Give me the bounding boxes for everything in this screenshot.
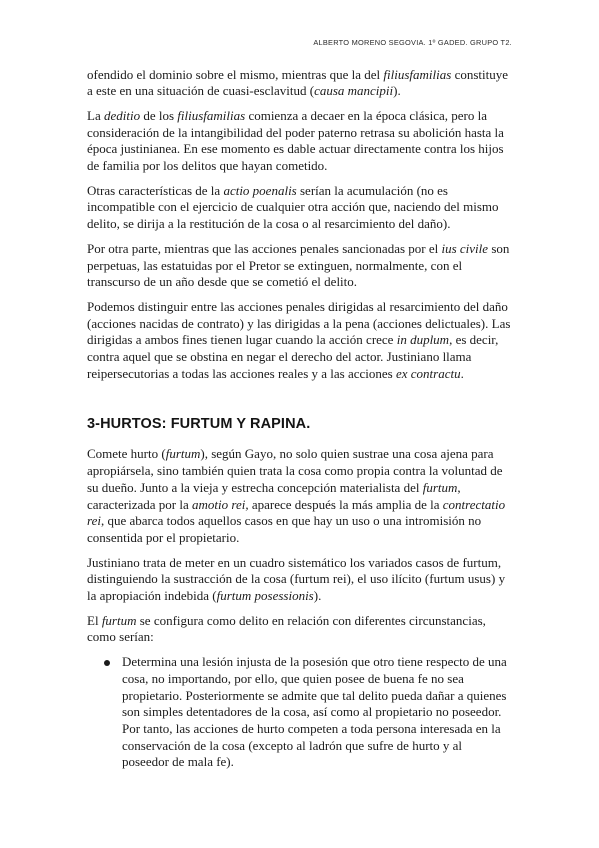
- body-paragraph: [87, 183, 514, 233]
- text-run: El: [87, 612, 102, 628]
- text-run: .: [460, 365, 464, 381]
- text-run: ofendido el dominio sobre el mismo, mientras que la del: [87, 66, 384, 82]
- section-heading: 3-HURTOS: FURTUM Y RAPINA.: [87, 416, 311, 433]
- italic-term: causa mancipii: [314, 83, 394, 99]
- body-paragraph: [87, 67, 514, 100]
- italic-term: furtum posessionis: [216, 588, 314, 604]
- text-run: , es decir, contra aquel que se obstina en negar el derecho del actor. Justiniano llama reipersecutorias a todas las acciones reales y a las acciones: [87, 332, 499, 381]
- italic-term: amotio rei,: [192, 496, 249, 512]
- text-run: , caracterizada por la: [87, 479, 461, 512]
- italic-term: ex contractu: [395, 365, 461, 381]
- text-run: La: [87, 107, 104, 123]
- bullet-icon: [104, 660, 110, 666]
- text-run: ).: [393, 83, 401, 99]
- body-paragraph: [87, 241, 514, 291]
- italic-term: furtum: [165, 446, 201, 462]
- text-run: Podemos distinguir entre las acciones penales dirigidas al resarcimiento del daño (acciones nacidas de contrato) y las dirigidas a la pena (acciones delictuales). Las dirigidas a ambos fines tienen lugar cuando la acción crece: [87, 298, 511, 348]
- italic-term: filiusfamilias: [177, 107, 246, 123]
- italic-term: deditio: [103, 107, 141, 123]
- text-run: , que abarca todos aquellos casos en que hay un uso o una intromisión no consentida por el propietario.: [87, 513, 482, 545]
- text-run: Comete hurto (: [87, 446, 166, 462]
- body-paragraph: [87, 108, 514, 175]
- document-body: [87, 67, 514, 772]
- italic-term: in duplum: [396, 332, 450, 348]
- bullet-list: [87, 654, 514, 771]
- italic-term: furtum: [422, 479, 458, 495]
- italic-term: actio poenalis: [223, 182, 297, 198]
- text-run: aparece después la más amplia de la: [248, 496, 443, 512]
- text-run: se configura como delito en relación con diferentes circunstancias, como serían:: [87, 612, 486, 645]
- text-run: constituye a este en una situación de cuasi-esclavitud (: [87, 66, 509, 99]
- text-run: Por otra parte, mientras que las acciones penales sancionadas por el: [87, 240, 442, 256]
- text-run: Justiniano trata de meter en un cuadro sistemático los variados casos de furtum, distinguiendo la sustracción de la cosa (furtum rei), el uso ilícito (furtum usus) y la apropiación indebida (: [87, 554, 506, 604]
- italic-term: filiusfamilias: [383, 66, 452, 82]
- body-paragraph: [87, 299, 514, 383]
- body-paragraph: [87, 555, 514, 605]
- body-paragraph: [87, 446, 514, 546]
- italic-term: furtum: [101, 612, 137, 628]
- text-run: ), según Gayo, no solo quien sustrae una cosa ajena para apropiársela, sino también quien trata la cosa como propia contra la voluntad de su dueño. Junto a la vieja y estrecha concepción materialista del: [87, 446, 503, 495]
- text-run: ).: [313, 588, 322, 604]
- text-run: de los: [140, 107, 178, 123]
- body-paragraph: [87, 613, 514, 646]
- text-run: comienza a decaer en la época clásica, pero la consideración de la intangibilidad del poder paterno retrasa su abolición hasta la época justinianea. En ese momento es dable actuar directamente contra los hijos de familia por los delitos que hayan cometido.: [87, 107, 504, 174]
- bullet-text: Determina una lesión injusta de la posesión que otro tiene respecto de una cosa, no importando, por ello, que quien posee de buena fe no sea propietario. Posteriormente se admite que tal delito pueda dañar a quienes son simples detentadores de la cosa, así como al propietario no poseedor. Por tanto, las acciones de hurto competen a toda persona interesada en la conservación de la cosa (excepto al ladrón que sufre de hurto y al poseedor de mala fe).: [122, 654, 507, 770]
- running-head: ALBERTO MORENO SEGOVIA. 1º GADED. GRUPO T2.: [313, 38, 512, 47]
- italic-term: ius civile: [441, 240, 489, 256]
- italic-term: contrectatio rei: [87, 496, 506, 529]
- text-run: son perpetuas, las estatuidas por el Pretor se extinguen, normalmente, con el transcurso de un año desde que se cometió el delito.: [87, 240, 510, 290]
- text-run: Otras características de la: [87, 182, 224, 198]
- bullet-item: [87, 654, 510, 771]
- text-run: serían la acumulación (no es incompatible con el ejercicio de cualquier otra acción que, naciendo del mismo delito, se dirija a la restitución de la cosa o al resarcimiento del daño).: [87, 182, 499, 232]
